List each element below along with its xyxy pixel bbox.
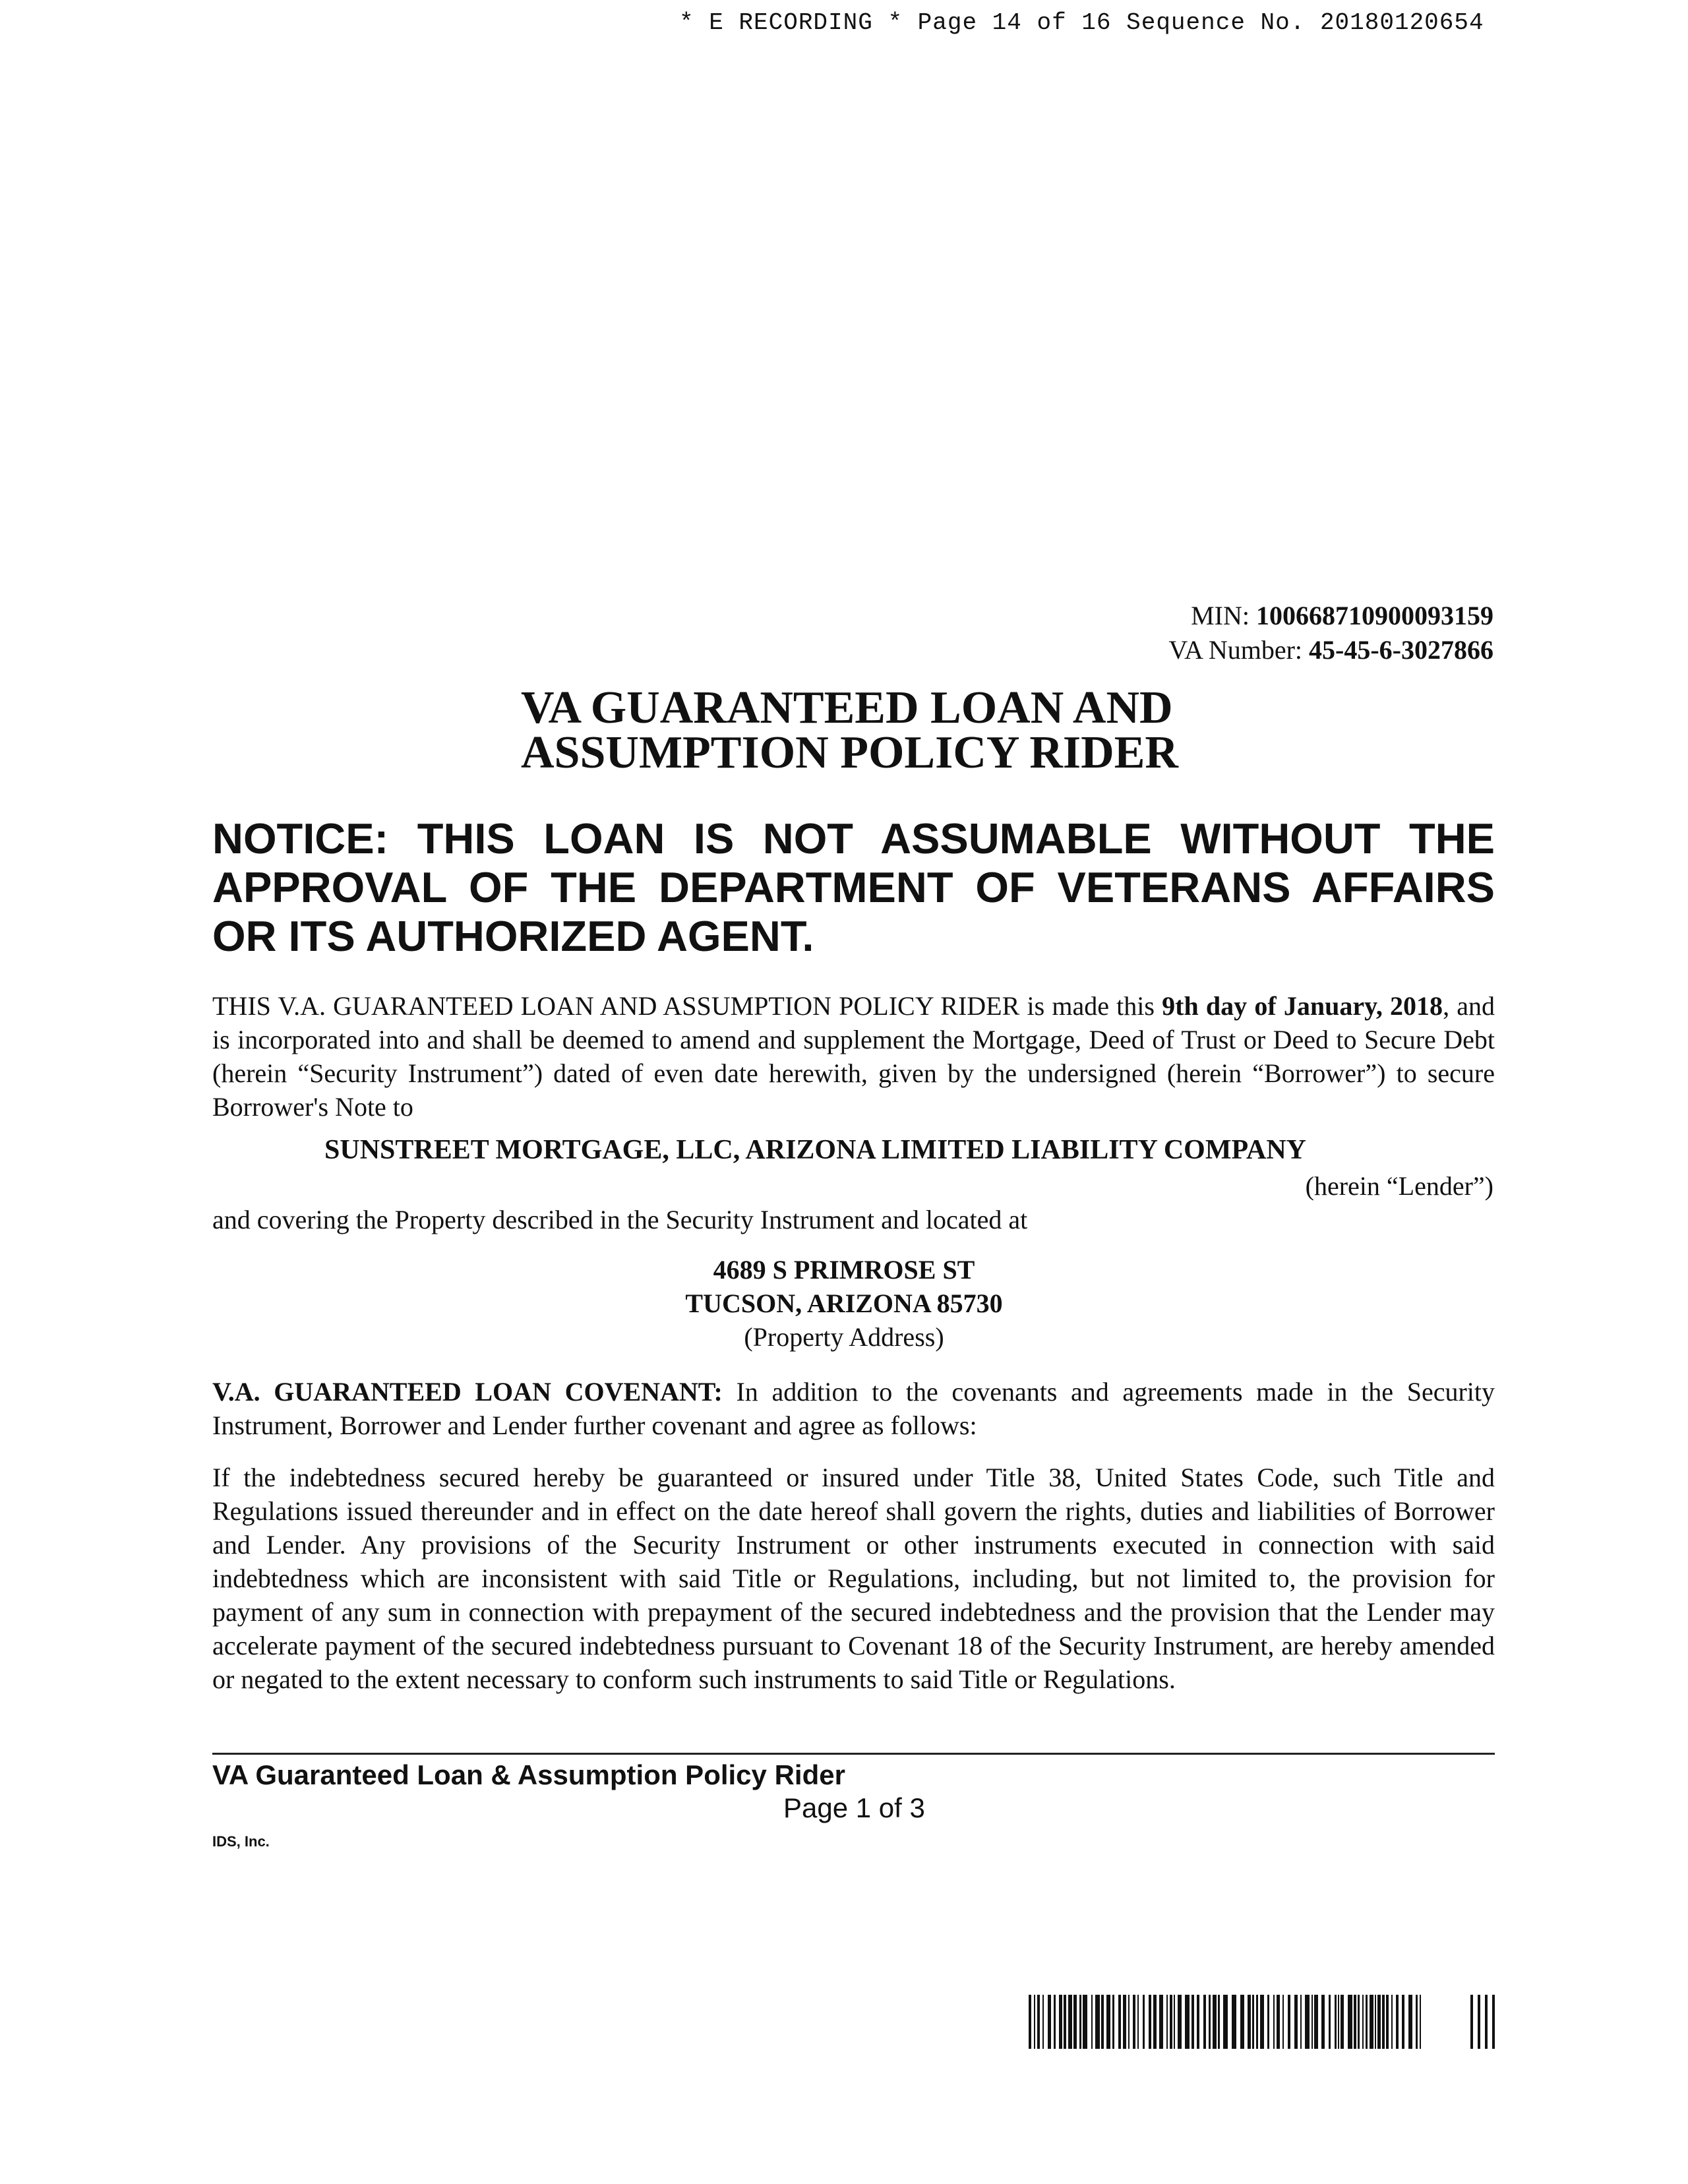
covenant-heading: V.A. GUARANTEED LOAN COVENANT: bbox=[212, 1377, 723, 1407]
barcode-bar bbox=[1416, 1995, 1418, 2049]
barcode-bar bbox=[1159, 1995, 1163, 2049]
title-line-1: VA GUARANTEED LOAN AND bbox=[521, 682, 1173, 733]
footer-page-number: Page 1 of 3 bbox=[783, 1792, 925, 1823]
barcode-bar bbox=[1029, 1995, 1031, 2049]
barcode-bar bbox=[1037, 1995, 1040, 2049]
barcode-bar bbox=[1223, 1995, 1228, 2049]
barcode-bar bbox=[1073, 1995, 1077, 2049]
recording-header: * E RECORDING * Page 14 of 16 Sequence No. 20180120654 bbox=[679, 9, 1484, 36]
barcode-bar bbox=[1118, 1995, 1121, 2049]
property-address bbox=[0, 1253, 1688, 1354]
barcode-bar bbox=[1112, 1995, 1114, 2049]
va-number-value: 45-45-6-3027866 bbox=[1309, 635, 1493, 665]
barcode-bar bbox=[1300, 1995, 1302, 2049]
barcode-bar bbox=[1382, 1995, 1385, 2049]
barcode-bar bbox=[1170, 1995, 1172, 2049]
min-value: 100668710900093159 bbox=[1256, 601, 1493, 630]
barcode-bar bbox=[1311, 1995, 1313, 2049]
covering-text: and covering the Property described in the Security Instrument and located at bbox=[212, 1205, 1028, 1234]
barcode-bar bbox=[1095, 1995, 1100, 2049]
barcode-bar bbox=[1391, 1995, 1393, 2049]
intro-date: 9th day of January, 2018 bbox=[1162, 991, 1443, 1021]
footer-vendor: IDS, Inc. bbox=[212, 1833, 270, 1850]
loan-identifiers bbox=[1168, 599, 1493, 667]
barcode-bar bbox=[1338, 1995, 1339, 2049]
barcode-bar bbox=[1153, 1995, 1157, 2049]
barcode-bar bbox=[1209, 1995, 1211, 2049]
barcode-bar bbox=[1256, 1995, 1258, 2049]
barcode-bar bbox=[1314, 1995, 1318, 2049]
barcode-bar bbox=[1174, 1995, 1175, 2049]
min-line bbox=[1168, 599, 1493, 633]
barcode-bar bbox=[1185, 1995, 1190, 2049]
barcode-bar bbox=[1149, 1995, 1151, 2049]
barcode-bar bbox=[1492, 1995, 1495, 2049]
covenant-paragraph bbox=[212, 1375, 1495, 1442]
barcode-bar bbox=[1083, 1995, 1087, 2049]
barcode-bar bbox=[1408, 1995, 1412, 2049]
barcode-bar bbox=[1068, 1995, 1072, 2049]
barcode-bar bbox=[1166, 1995, 1168, 2049]
title-38-paragraph: If the indebtedness secured hereby be guaranteed or insured under Title 38, United States Code, such Title and Regulations issued thereunder and in effect on the date hereof shall govern the rights, duties and liabilities of Borrower and Lender. Any provisions of the Security Instrument or other instruments executed in connection with said indebtedness which are inconsistent with said Title or Regulations, including, but not limited to, the provision for payment of any sum in connection with prepayment of the secured indebtedness and the provision that the Lender may accelerate payment of the secured indebtedness pursuant to Covenant 18 of the Security Instrument, are hereby amended or negated to the extent necessary to conform such instruments to said Title or Regulations. bbox=[212, 1463, 1495, 1694]
barcode-bar bbox=[1213, 1995, 1217, 2049]
barcode-bar bbox=[1348, 1995, 1352, 2049]
barcode-bar bbox=[1248, 1995, 1251, 2049]
lender-herein: (herein “Lender”) bbox=[1305, 1171, 1493, 1201]
barcode-bar bbox=[1282, 1995, 1284, 2049]
barcode-bar bbox=[1273, 1995, 1275, 2049]
barcode-bar bbox=[1366, 1995, 1368, 2049]
barcode-bar bbox=[1042, 1995, 1044, 2049]
lender-name: SUNSTREET MORTGAGE, LLC, ARIZONA LIMITED LIABILITY COMPANY bbox=[324, 1135, 1307, 1165]
barcode-bar bbox=[1335, 1995, 1337, 2049]
barcode-bar bbox=[1101, 1995, 1104, 2049]
barcode-bar bbox=[1034, 1995, 1035, 2049]
barcode-bar bbox=[1064, 1995, 1066, 2049]
barcode-bar bbox=[1143, 1995, 1145, 2049]
barcode-bar bbox=[1402, 1995, 1404, 2049]
barcode-bar bbox=[1354, 1995, 1356, 2049]
barcode-bar bbox=[1079, 1995, 1081, 2049]
barcode-bar bbox=[1054, 1995, 1056, 2049]
document-title bbox=[521, 682, 1178, 778]
barcode-bar bbox=[1240, 1995, 1244, 2049]
va-number-label: VA Number: bbox=[1168, 635, 1303, 665]
barcode-bar bbox=[1197, 1995, 1199, 2049]
notice-heading: NOTICE: THIS LOAN IS NOT ASSUMABLE WITHOUT THE APPROVAL OF THE DEPARTMENT OF VETERANS AFFAIRS OR ITS AUTHORIZED AGENT. bbox=[212, 814, 1495, 960]
property-city-state-zip: TUCSON, ARIZONA 85730 bbox=[685, 1289, 1003, 1318]
barcode-bar bbox=[1267, 1995, 1269, 2049]
barcode-bar bbox=[1137, 1995, 1139, 2049]
barcode-bar bbox=[1123, 1995, 1126, 2049]
barcode-bar bbox=[1362, 1995, 1364, 2049]
barcode-bar bbox=[1294, 1995, 1298, 2049]
barcode-bar bbox=[1396, 1995, 1399, 2049]
barcode-bar bbox=[1420, 1995, 1421, 2049]
barcode-bar bbox=[1288, 1995, 1290, 2049]
barcode-bar bbox=[1321, 1995, 1325, 2049]
barcode-bar bbox=[1375, 1995, 1376, 2049]
barcode-bar bbox=[1059, 1995, 1062, 2049]
barcode-bar bbox=[1386, 1995, 1389, 2049]
barcode-bar bbox=[1232, 1995, 1236, 2049]
property-address-label: (Property Address) bbox=[744, 1322, 944, 1352]
barcode-icon bbox=[1029, 1995, 1503, 2049]
barcode-bar bbox=[1178, 1995, 1182, 2049]
barcode-bar bbox=[1203, 1995, 1206, 2049]
barcode-bar bbox=[1133, 1995, 1135, 2049]
va-number-line bbox=[1168, 633, 1493, 667]
barcode-bar bbox=[1091, 1995, 1093, 2049]
intro-text-2: , and is incorporated into and shall be deemed to amend and supplement the Mortgage, Deed of Trust or Deed to Secure Debt (herein “Security Instrument”) dated of even date herewith, given by the undersigned (herein “Borrower”) to secure Borrower's Note to bbox=[212, 991, 1495, 1122]
barcode-bar bbox=[1341, 1995, 1344, 2049]
barcode-bar bbox=[1252, 1995, 1254, 2049]
barcode-bar bbox=[1048, 1995, 1051, 2049]
barcode-bar bbox=[1329, 1995, 1331, 2049]
intro-paragraph bbox=[212, 989, 1495, 1124]
barcode-bar bbox=[1106, 1995, 1110, 2049]
barcode-bar bbox=[1260, 1995, 1264, 2049]
barcode-bar bbox=[1485, 1995, 1488, 2049]
barcode-bar bbox=[1470, 1995, 1473, 2049]
barcode-bar bbox=[1305, 1995, 1310, 2049]
barcode-bar bbox=[1128, 1995, 1130, 2049]
footer-divider bbox=[212, 1753, 1495, 1755]
barcode-bar bbox=[1370, 1995, 1373, 2049]
property-street: 4689 S PRIMROSE ST bbox=[713, 1255, 975, 1285]
covenant-text: In addition to the covenants and agreements made in the Security Instrument, Borrower and Lender further covenant and agree as follows: bbox=[212, 1377, 1495, 1440]
barcode-bar bbox=[1478, 1995, 1480, 2049]
barcode-bar bbox=[1377, 1995, 1381, 2049]
title-line-2: ASSUMPTION POLICY RIDER bbox=[521, 727, 1178, 778]
barcode-bar bbox=[1191, 1995, 1194, 2049]
intro-text-1: THIS V.A. GUARANTEED LOAN AND ASSUMPTION POLICY RIDER is made this bbox=[212, 991, 1162, 1021]
barcode-bar bbox=[1218, 1995, 1220, 2049]
footer-doc-title: VA Guaranteed Loan & Assumption Policy Rider bbox=[212, 1759, 845, 1790]
barcode-bar bbox=[1277, 1995, 1280, 2049]
min-label: MIN: bbox=[1191, 601, 1250, 630]
barcode-bar bbox=[1358, 1995, 1360, 2049]
